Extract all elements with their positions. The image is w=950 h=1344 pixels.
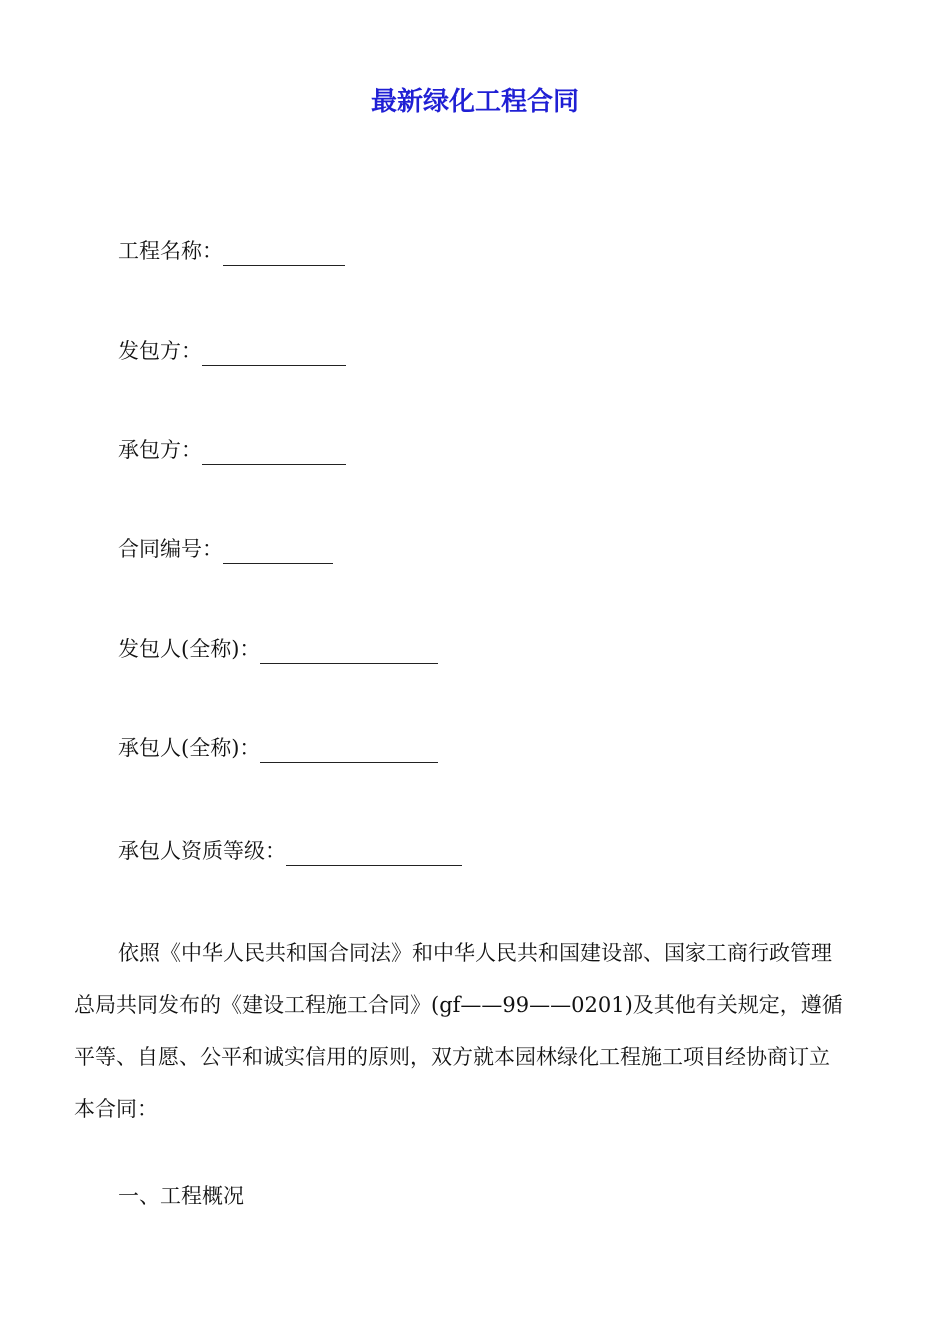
field-employer [118, 336, 346, 366]
field-label: 合同编号： [118, 537, 223, 561]
document-title: 最新绿化工程合同 [370, 87, 579, 117]
field-employer-full-name [118, 634, 438, 664]
field-contractor-qualification [118, 836, 462, 866]
field-contract-number [118, 534, 333, 564]
blank-line [223, 239, 345, 266]
field-project-name [118, 236, 345, 266]
field-contractor [118, 435, 346, 465]
field-contractor-full-name [118, 733, 438, 763]
blank-line [223, 537, 333, 564]
blank-line [286, 839, 462, 866]
field-label: 工程名称： [118, 239, 223, 263]
blank-line [260, 736, 438, 763]
blank-line [260, 637, 438, 664]
field-label: 发包人(全称)： [118, 637, 261, 661]
field-label: 发包方： [118, 339, 202, 363]
paragraph-line: 平等、自愿、公平和诚实信用的原则，双方就本园林绿化工程施工项目经协商订立 [74, 1045, 830, 1069]
blank-line [202, 438, 346, 465]
field-label: 承包人(全称)： [118, 736, 261, 760]
section-heading: 一、工程概况 [118, 1184, 244, 1208]
paragraph-line: 总局共同发布的《建设工程施工合同》(gf——99——0201)及其他有关规定，遵循 [74, 993, 843, 1017]
intro-paragraph [74, 927, 878, 1135]
blank-line [202, 339, 346, 366]
paragraph-line: 本合同： [74, 1097, 158, 1121]
field-label: 承包人资质等级： [118, 839, 286, 863]
field-label: 承包方： [118, 438, 202, 462]
paragraph-line: 依照《中华人民共和国合同法》和中华人民共和国建设部、国家工商行政管理 [118, 941, 832, 965]
